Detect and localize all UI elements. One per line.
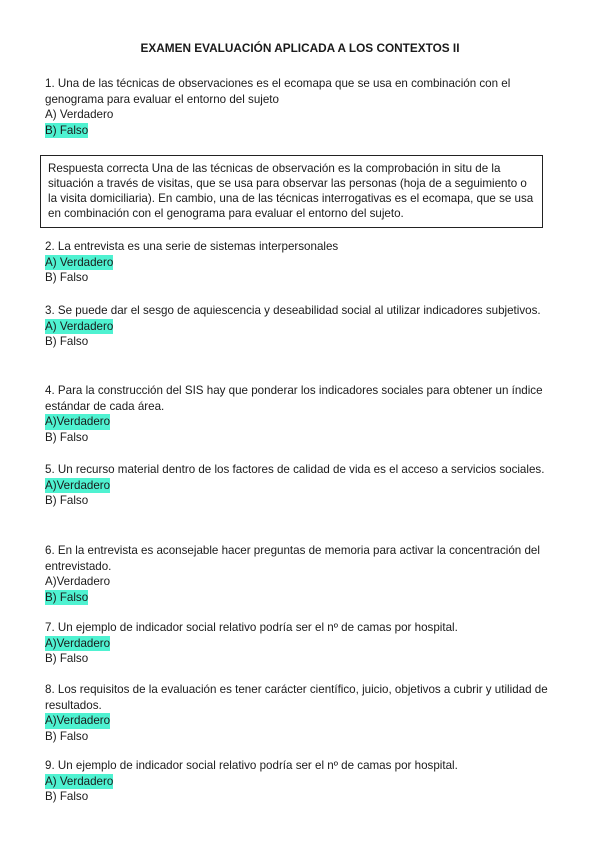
option-a-correct: A) Verdadero (45, 774, 114, 788)
question-1 (45, 76, 560, 138)
option-a-correct: A) Verdadero (45, 319, 114, 333)
question-2 (45, 239, 560, 286)
option-b-correct: B) Falso (45, 590, 89, 604)
question-6 (45, 543, 560, 605)
question-3 (45, 303, 560, 350)
option-a-correct: A)Verdadero (45, 415, 111, 429)
question-text: 1. Una de las técnicas de observaciones es el ecomapa que se usa en combinación con el genograma para evaluar el entorno del sujeto (45, 77, 511, 106)
option-b: B) Falso (45, 271, 89, 285)
option-b: B) Falso (45, 790, 89, 804)
option-a: A)Verdadero (45, 575, 111, 589)
question-7 (45, 620, 560, 667)
option-b: B) Falso (45, 335, 89, 349)
option-a-correct: A)Verdadero (45, 636, 111, 650)
option-b: B) Falso (45, 729, 89, 743)
question-9 (45, 758, 560, 805)
option-a-correct: A)Verdadero (45, 714, 111, 728)
question-text: 6. En la entrevista es aconsejable hacer preguntas de memoria para activar la concentración del entrevistado. (45, 544, 540, 573)
correct-answer-box: Respuesta correcta Una de las técnicas de observación es la comprobación in situ de la situación a través de visitas, que se usa para observar las personas (hoja de a seguimiento o la visita domiciliaria). En cambio, una de las técnicas interrogativas es el ecomapa, que se usa en combinación con el genograma para evaluar el entorno del sujeto. (40, 155, 543, 228)
question-text: 5. Un recurso material dentro de los factores de calidad de vida es el acceso a servicios sociales. (45, 463, 545, 476)
question-text: 2. La entrevista es una serie de sistemas interpersonales (45, 240, 339, 253)
option-a-correct: A)Verdadero (45, 478, 111, 492)
question-8 (45, 682, 560, 744)
question-text: 4. Para la construcción del SIS hay que ponderar los indicadores sociales para obtener un índice estándar de cada área. (45, 384, 543, 413)
option-b: B) Falso (45, 652, 89, 666)
option-b: B) Falso (45, 494, 89, 508)
question-5 (45, 462, 560, 509)
question-text: 9. Un ejemplo de indicador social relativo podría ser el nº de camas por hospital. (45, 759, 458, 772)
question-text: 7. Un ejemplo de indicador social relativo podría ser el nº de camas por hospital. (45, 621, 458, 634)
option-a-correct: A) Verdadero (45, 255, 114, 269)
question-4 (45, 383, 560, 445)
option-b-correct: B) Falso (45, 123, 89, 137)
question-text: 3. Se puede dar el sesgo de aquiescencia y deseabilidad social al utilizar indicadores subjetivos. (45, 304, 541, 317)
option-b: B) Falso (45, 430, 89, 444)
question-text: 8. Los requisitos de la evaluación es tener carácter científico, juicio, objetivos a cubrir y utilidad de resultados. (45, 683, 548, 712)
option-a: A) Verdadero (45, 108, 114, 122)
page-title: EXAMEN EVALUACIÓN APLICADA A LOS CONTEXTOS II (140, 41, 460, 55)
